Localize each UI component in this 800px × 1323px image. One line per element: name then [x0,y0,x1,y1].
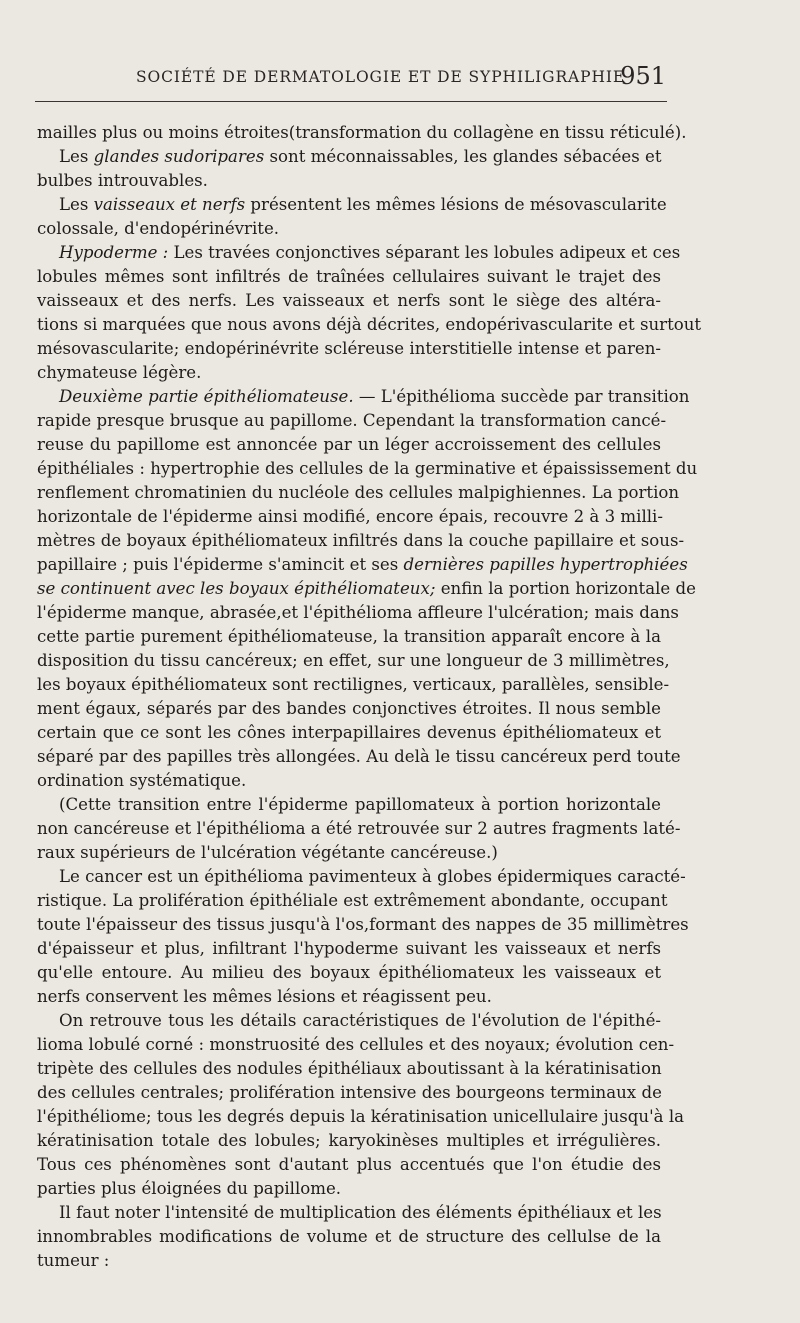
text-line [37,985,661,1009]
text-line [37,433,661,457]
text-segment: tumeur : [37,1251,110,1270]
text-line [37,913,689,937]
text-segment: papillaire ; puis l'épiderme s'amincit et ses [37,555,404,574]
text-segment: qu'elle entoure. Au milieu des boyaux épithéliomateux les vaisseaux et [37,963,661,982]
text-segment: colossale, d'endopérinévrite. [37,219,280,238]
text-line [37,241,681,265]
text-line [37,577,696,601]
text-segment: tions si marquées que nous avons déjà décrites, endopérivascularite et surtout [37,315,702,334]
text-line [37,169,661,193]
text-segment: chymateuse légère. [37,363,202,382]
text-line [37,457,698,481]
text-line [37,673,670,697]
text-line [37,313,702,337]
text-segment: mètres de boyaux épithéliomateux infiltrés dans la couche papillaire et sous- [37,531,685,550]
text-line [37,1081,661,1105]
text-line [37,1009,661,1033]
body-text [37,121,702,1273]
text-line [37,529,685,553]
text-segment: épithéliales : hypertrophie des cellules de la germinative et épaississement du [37,459,698,478]
text-line [37,625,661,649]
text-segment: innombrables modifications de volume et de structure des cellulse de la [37,1227,661,1246]
text-line [37,1177,661,1201]
text-line [37,817,681,841]
text-segment: ristique. La prolifération épithéliale est extrêmement abondante, occupant [37,891,668,910]
text-line [37,505,661,529]
text-line [37,361,661,385]
text-line [37,601,679,625]
text-segment: Il faut noter l'intensité de multiplication des éléments épithéliaux et les [59,1203,662,1222]
text-segment: Les [59,147,94,166]
text-segment: non cancéreuse et l'épithélioma a été retrouvée sur 2 autres fragments laté- [37,819,681,838]
text-segment: mailles plus ou moins étroites(transformation du collagène en tissu réticulé). [37,123,687,142]
text-segment: ment égaux, séparés par des bandes conjonctives étroites. Il nous semble [37,699,661,718]
text-segment: — L'épithélioma succède par transition [353,387,690,406]
text-segment: enfin la portion horizontale de [435,579,696,598]
text-line [37,721,661,745]
text-line [37,385,690,409]
text-segment: Le cancer est un épithélioma pavimenteux à globes épidermiques caracté- [59,867,686,886]
text-line [37,193,667,217]
text-line [37,1057,661,1081]
text-line [37,769,661,793]
text-segment: raux supérieurs de l'ulcération végétante cancéreuse.) [37,843,498,862]
text-segment: Les travées conjonctives séparant les lobules adipeux et ces [168,243,681,262]
text-line [37,1201,661,1225]
text-segment: certain que ce sont les cônes interpapillaires devenus épithéliomateux et [37,723,661,742]
text-segment: Tous ces phénomènes sont d'autant plus accentués que l'on étudie des [37,1155,661,1174]
text-line [37,553,688,577]
text-segment: disposition du tissu cancéreux; en effet, sur une longueur de 3 millimètres, [37,651,670,670]
italic-text: Deuxième partie épithéliomateuse. [59,387,354,406]
text-line [37,937,661,961]
italic-text: glandes sudoripares [93,147,265,166]
header-rule [35,101,667,102]
text-segment: d'épaisseur et plus, infiltrant l'hypoderme suivant les vaisseaux et nerfs [37,939,661,958]
text-segment: l'épiderme manque, abrasée,et l'épithélioma affleure l'ulcération; mais dans [37,603,679,622]
text-line [37,1033,675,1057]
text-line [37,841,661,865]
text-line [37,1105,685,1129]
text-segment: horizontale de l'épiderme ainsi modifié, encore épais, recouvre 2 à 3 milli- [37,507,663,526]
text-line [37,961,661,985]
text-line [37,337,661,361]
text-line [37,481,680,505]
text-line [37,793,661,817]
text-segment: cette partie purement épithéliomateuse, la transition apparaît encore à la [37,627,661,646]
italic-text: vaisseaux et nerfs [93,195,246,214]
text-segment: kératinisation totale des lobules; karyokinèses multiples et irrégulières. [37,1131,661,1150]
text-segment: renflement chromatinien du nucléole des cellules malpighiennes. La portion [37,483,680,502]
text-segment: lobules mêmes sont infiltrés de traînées cellulaires suivant le trajet des [37,267,661,286]
text-segment: rapide presque brusque au papillome. Cependant la transformation cancé- [37,411,667,430]
text-line [37,865,686,889]
text-segment: vaisseaux et des nerfs. Les vaisseaux et nerfs sont le siège des altéra- [37,291,661,310]
text-line [37,889,668,913]
text-line [37,265,661,289]
text-segment: reuse du papillome est annoncée par un léger accroissement des cellules [37,435,661,454]
text-segment: sont méconnaissables, les glandes sébacées et [264,147,662,166]
text-segment: l'épithéliome; tous les degrés depuis la kératinisation unicellulaire jusqu'à la [37,1107,685,1126]
text-segment: Les [59,195,94,214]
text-segment: les boyaux épithéliomateux sont rectilignes, verticaux, parallèles, sensible- [37,675,670,694]
text-segment: séparé par des papilles très allongées. Au delà le tissu cancéreux perd toute [37,747,681,766]
text-segment: toute l'épaisseur des tissus jusqu'à l'os,formant des nappes de 35 millimètres [37,915,689,934]
text-line [37,1129,661,1153]
text-segment: mésovascularite; endopérinévrite scléreuse interstitielle intense et paren- [37,339,661,358]
text-line [37,217,661,241]
text-segment: présentent les mêmes lésions de mésovascularite [245,195,667,214]
running-header [36,62,666,92]
italic-text: Hypoderme : [59,243,169,262]
text-line [37,121,687,145]
text-line [37,409,667,433]
text-line [37,145,661,169]
text-segment: des cellules centrales; prolifération intensive des bourgeons terminaux de [37,1083,662,1102]
text-segment: bulbes introuvables. [37,171,208,190]
text-line [37,1225,661,1249]
text-segment: (Cette transition entre l'épiderme papillomateux à portion horizontale [59,795,661,814]
text-segment: On retrouve tous les détails caractéristiques de l'évolution de l'épithé- [59,1011,661,1030]
page-number: 951 [620,62,666,90]
text-segment: tripète des cellules des nodules épithéliaux aboutissant à la kératinisation [37,1059,662,1078]
journal-title: SOCIÉTÉ DE DERMATOLOGIE ET DE SYPHILIGRAPHIE [136,68,626,86]
italic-text: dernières papilles hypertrophiées [403,555,688,574]
text-line [37,289,661,313]
text-line [37,1153,661,1177]
text-segment: nerfs conservent les mêmes lésions et réagissent peu. [37,987,492,1006]
text-line [37,1249,661,1273]
text-line [37,697,661,721]
text-line [37,745,681,769]
text-segment: ordination systématique. [37,771,247,790]
text-segment: parties plus éloignées du papillome. [37,1179,342,1198]
text-line [37,649,670,673]
text-segment: lioma lobulé corné : monstruosité des cellules et des noyaux; évolution cen- [37,1035,675,1054]
italic-text: se continuent avec les boyaux épithéliomateux; [37,579,436,598]
